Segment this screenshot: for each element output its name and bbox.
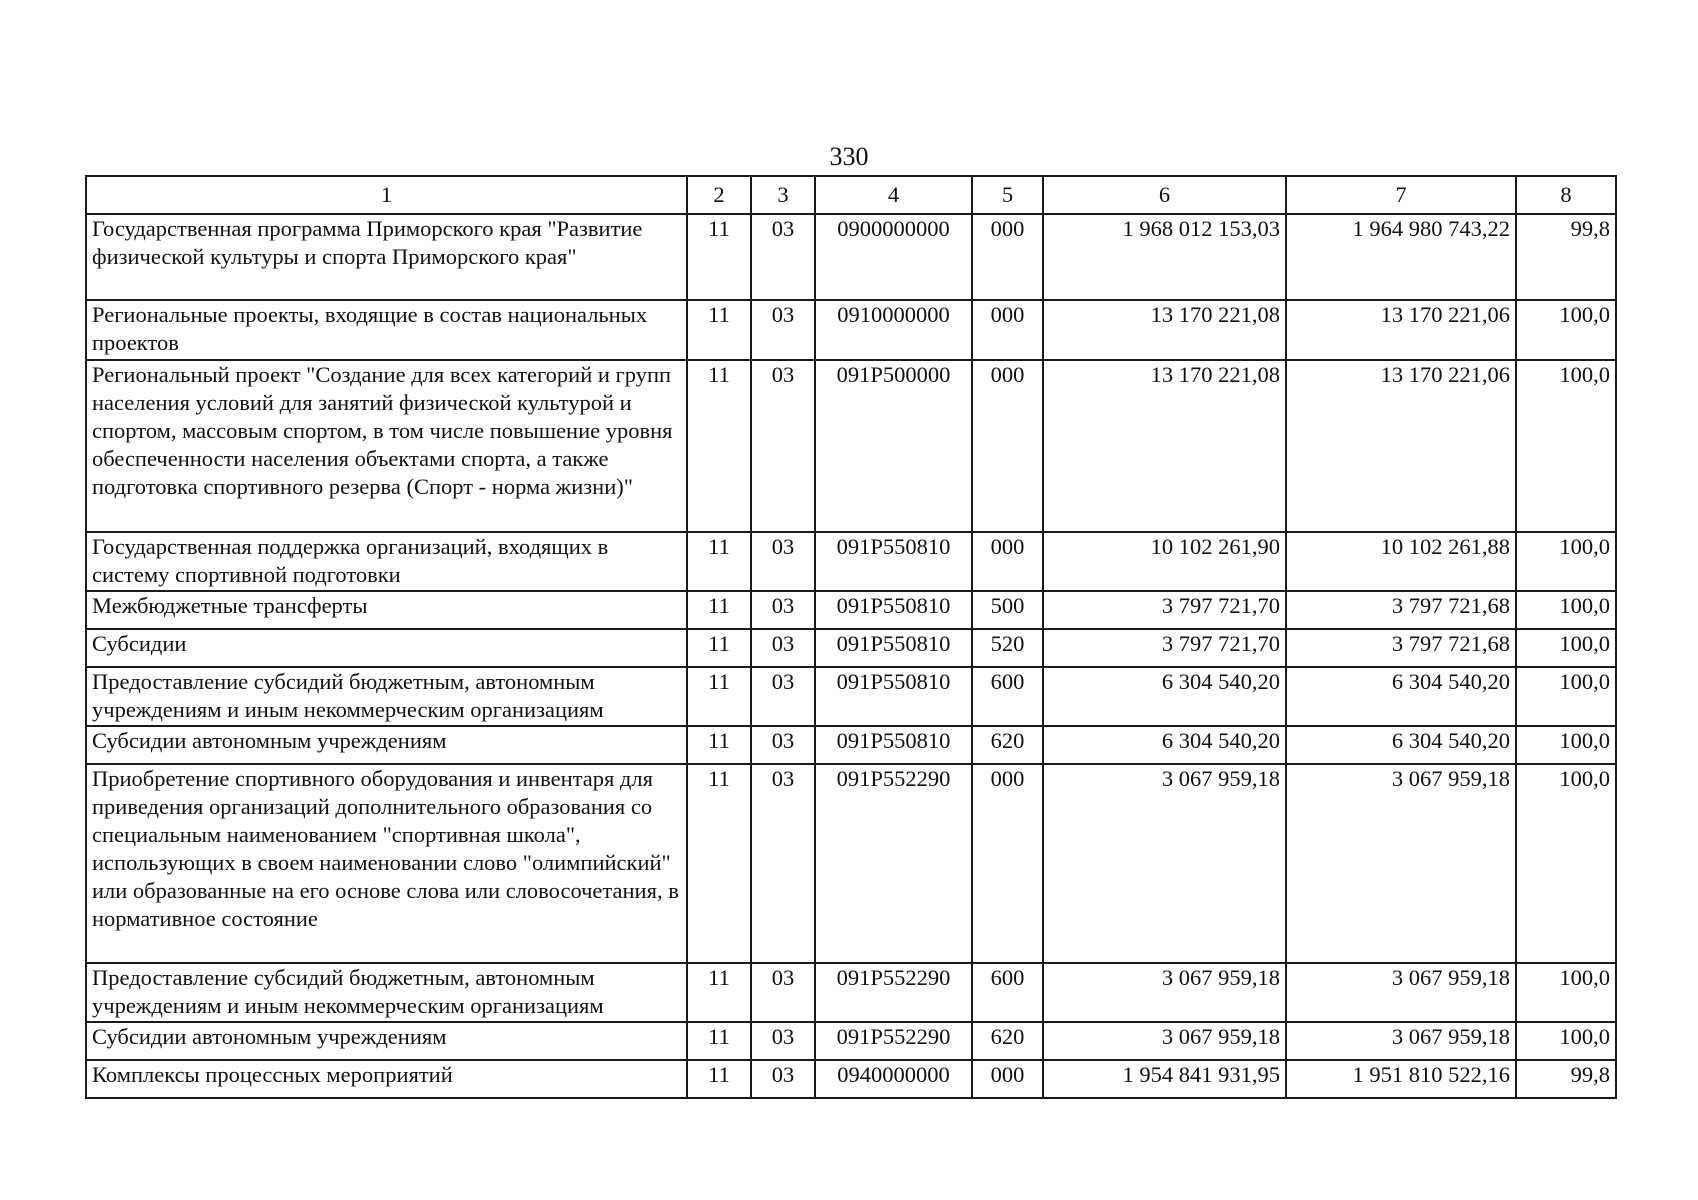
- row-planned: 6 304 540,20: [1043, 667, 1286, 726]
- row-executed: 1 951 810 522,16: [1286, 1060, 1516, 1098]
- header-col-4: 4: [815, 176, 972, 214]
- row-executed: 6 304 540,20: [1286, 667, 1516, 726]
- row-planned: 1 968 012 153,03: [1043, 214, 1286, 300]
- header-col-3: 3: [751, 176, 815, 214]
- row-executed: 10 102 261,88: [1286, 532, 1516, 591]
- row-subsection: 03: [751, 532, 815, 591]
- table-row: [86, 764, 1616, 963]
- row-expense-type: 000: [972, 764, 1043, 963]
- row-section: 11: [687, 1060, 751, 1098]
- row-target-code: 0940000000: [815, 1060, 972, 1098]
- header-col-7: 7: [1286, 176, 1516, 214]
- row-target-code: 091P552290: [815, 764, 972, 963]
- row-section: 11: [687, 629, 751, 667]
- row-planned: 3 797 721,70: [1043, 629, 1286, 667]
- row-percent: 100,0: [1516, 532, 1616, 591]
- row-percent: 100,0: [1516, 629, 1616, 667]
- row-target-code: 0910000000: [815, 300, 972, 360]
- row-planned: 1 954 841 931,95: [1043, 1060, 1286, 1098]
- row-executed: 3 067 959,18: [1286, 764, 1516, 963]
- row-expense-type: 000: [972, 300, 1043, 360]
- row-percent: 100,0: [1516, 667, 1616, 726]
- row-target-code: 091P552290: [815, 1022, 972, 1060]
- row-name: Приобретение спортивного оборудования и инвентаря для приведения организаций дополнительного образования со специальным наименованием "спортивная школа", использующих в своем наименовании слово "олимпийский" или образованные на его основе слова или словосочетания, в нормативное состояние: [86, 764, 687, 963]
- row-executed: 1 964 980 743,22: [1286, 214, 1516, 300]
- row-section: 11: [687, 764, 751, 963]
- row-name: Государственная поддержка организаций, входящих в систему спортивной подготовки: [86, 532, 687, 591]
- row-section: 11: [687, 1022, 751, 1060]
- row-subsection: 03: [751, 360, 815, 532]
- row-target-code: 091P550810: [815, 667, 972, 726]
- table-row: [86, 963, 1616, 1022]
- row-section: 11: [687, 726, 751, 764]
- row-executed: 6 304 540,20: [1286, 726, 1516, 764]
- row-percent: 99,8: [1516, 1060, 1616, 1098]
- row-section: 11: [687, 360, 751, 532]
- row-percent: 100,0: [1516, 764, 1616, 963]
- table-row: [86, 360, 1616, 532]
- row-executed: 3 067 959,18: [1286, 963, 1516, 1022]
- row-executed: 13 170 221,06: [1286, 360, 1516, 532]
- row-executed: 3 067 959,18: [1286, 1022, 1516, 1060]
- table-row: [86, 214, 1616, 300]
- row-name: Региональный проект "Создание для всех категорий и групп населения условий для занятий физической культурой и спортом, массовым спортом, в том числе повышение уровня обеспеченности населения объектами спорта, а также подготовка спортивного резерва (Спорт - норма жизни)": [86, 360, 687, 532]
- row-expense-type: 520: [972, 629, 1043, 667]
- row-executed: 13 170 221,06: [1286, 300, 1516, 360]
- row-expense-type: 600: [972, 963, 1043, 1022]
- row-planned: 10 102 261,90: [1043, 532, 1286, 591]
- row-target-code: 091P550810: [815, 591, 972, 629]
- row-expense-type: 620: [972, 1022, 1043, 1060]
- row-expense-type: 500: [972, 591, 1043, 629]
- row-name: Субсидии автономным учреждениям: [86, 1022, 687, 1060]
- row-percent: 100,0: [1516, 726, 1616, 764]
- table-row: [86, 629, 1616, 667]
- row-subsection: 03: [751, 963, 815, 1022]
- row-subsection: 03: [751, 629, 815, 667]
- row-name: Комплексы процессных мероприятий: [86, 1060, 687, 1098]
- row-name: Субсидии: [86, 629, 687, 667]
- row-subsection: 03: [751, 214, 815, 300]
- page-number: 330: [829, 142, 869, 171]
- row-planned: 3 797 721,70: [1043, 591, 1286, 629]
- row-executed: 3 797 721,68: [1286, 629, 1516, 667]
- row-expense-type: 000: [972, 532, 1043, 591]
- row-planned: 3 067 959,18: [1043, 764, 1286, 963]
- row-expense-type: 000: [972, 1060, 1043, 1098]
- row-name: Субсидии автономным учреждениям: [86, 726, 687, 764]
- table-row: [86, 591, 1616, 629]
- row-percent: 100,0: [1516, 300, 1616, 360]
- row-section: 11: [687, 591, 751, 629]
- row-percent: 100,0: [1516, 963, 1616, 1022]
- row-subsection: 03: [751, 300, 815, 360]
- row-target-code: 0900000000: [815, 214, 972, 300]
- row-subsection: 03: [751, 667, 815, 726]
- table-row: [86, 300, 1616, 360]
- row-section: 11: [687, 214, 751, 300]
- row-name: Государственная программа Приморского края "Развитие физической культуры и спорта Приморского края": [86, 214, 687, 300]
- row-planned: 3 067 959,18: [1043, 1022, 1286, 1060]
- row-name: Межбюджетные трансферты: [86, 591, 687, 629]
- row-expense-type: 620: [972, 726, 1043, 764]
- row-target-code: 091P550810: [815, 532, 972, 591]
- header-col-2: 2: [687, 176, 751, 214]
- table-row: [86, 726, 1616, 764]
- header-col-1: 1: [86, 176, 687, 214]
- row-name: Предоставление субсидий бюджетным, автономным учреждениям и иным некоммерческим организациям: [86, 963, 687, 1022]
- row-subsection: 03: [751, 591, 815, 629]
- table-row: [86, 532, 1616, 591]
- row-section: 11: [687, 667, 751, 726]
- row-name: Предоставление субсидий бюджетным, автономным учреждениям и иным некоммерческим организациям: [86, 667, 687, 726]
- row-planned: 3 067 959,18: [1043, 963, 1286, 1022]
- budget-table: [85, 175, 1617, 1099]
- row-subsection: 03: [751, 726, 815, 764]
- row-planned: 6 304 540,20: [1043, 726, 1286, 764]
- row-section: 11: [687, 300, 751, 360]
- row-subsection: 03: [751, 1022, 815, 1060]
- row-section: 11: [687, 963, 751, 1022]
- row-expense-type: 000: [972, 360, 1043, 532]
- row-executed: 3 797 721,68: [1286, 591, 1516, 629]
- row-target-code: 091P550810: [815, 726, 972, 764]
- row-percent: 100,0: [1516, 1022, 1616, 1060]
- row-percent: 100,0: [1516, 360, 1616, 532]
- header-col-6: 6: [1043, 176, 1286, 214]
- table-row: [86, 667, 1616, 726]
- row-subsection: 03: [751, 764, 815, 963]
- row-name: Региональные проекты, входящие в состав национальных проектов: [86, 300, 687, 360]
- header-row: [86, 176, 1616, 214]
- row-percent: 99,8: [1516, 214, 1616, 300]
- header-col-8: 8: [1516, 176, 1616, 214]
- row-subsection: 03: [751, 1060, 815, 1098]
- row-target-code: 091P552290: [815, 963, 972, 1022]
- row-planned: 13 170 221,08: [1043, 300, 1286, 360]
- row-planned: 13 170 221,08: [1043, 360, 1286, 532]
- row-expense-type: 600: [972, 667, 1043, 726]
- table-row: [86, 1022, 1616, 1060]
- row-percent: 100,0: [1516, 591, 1616, 629]
- header-col-5: 5: [972, 176, 1043, 214]
- row-target-code: 091P550810: [815, 629, 972, 667]
- row-target-code: 091P500000: [815, 360, 972, 532]
- table-row: [86, 1060, 1616, 1098]
- row-expense-type: 000: [972, 214, 1043, 300]
- row-section: 11: [687, 532, 751, 591]
